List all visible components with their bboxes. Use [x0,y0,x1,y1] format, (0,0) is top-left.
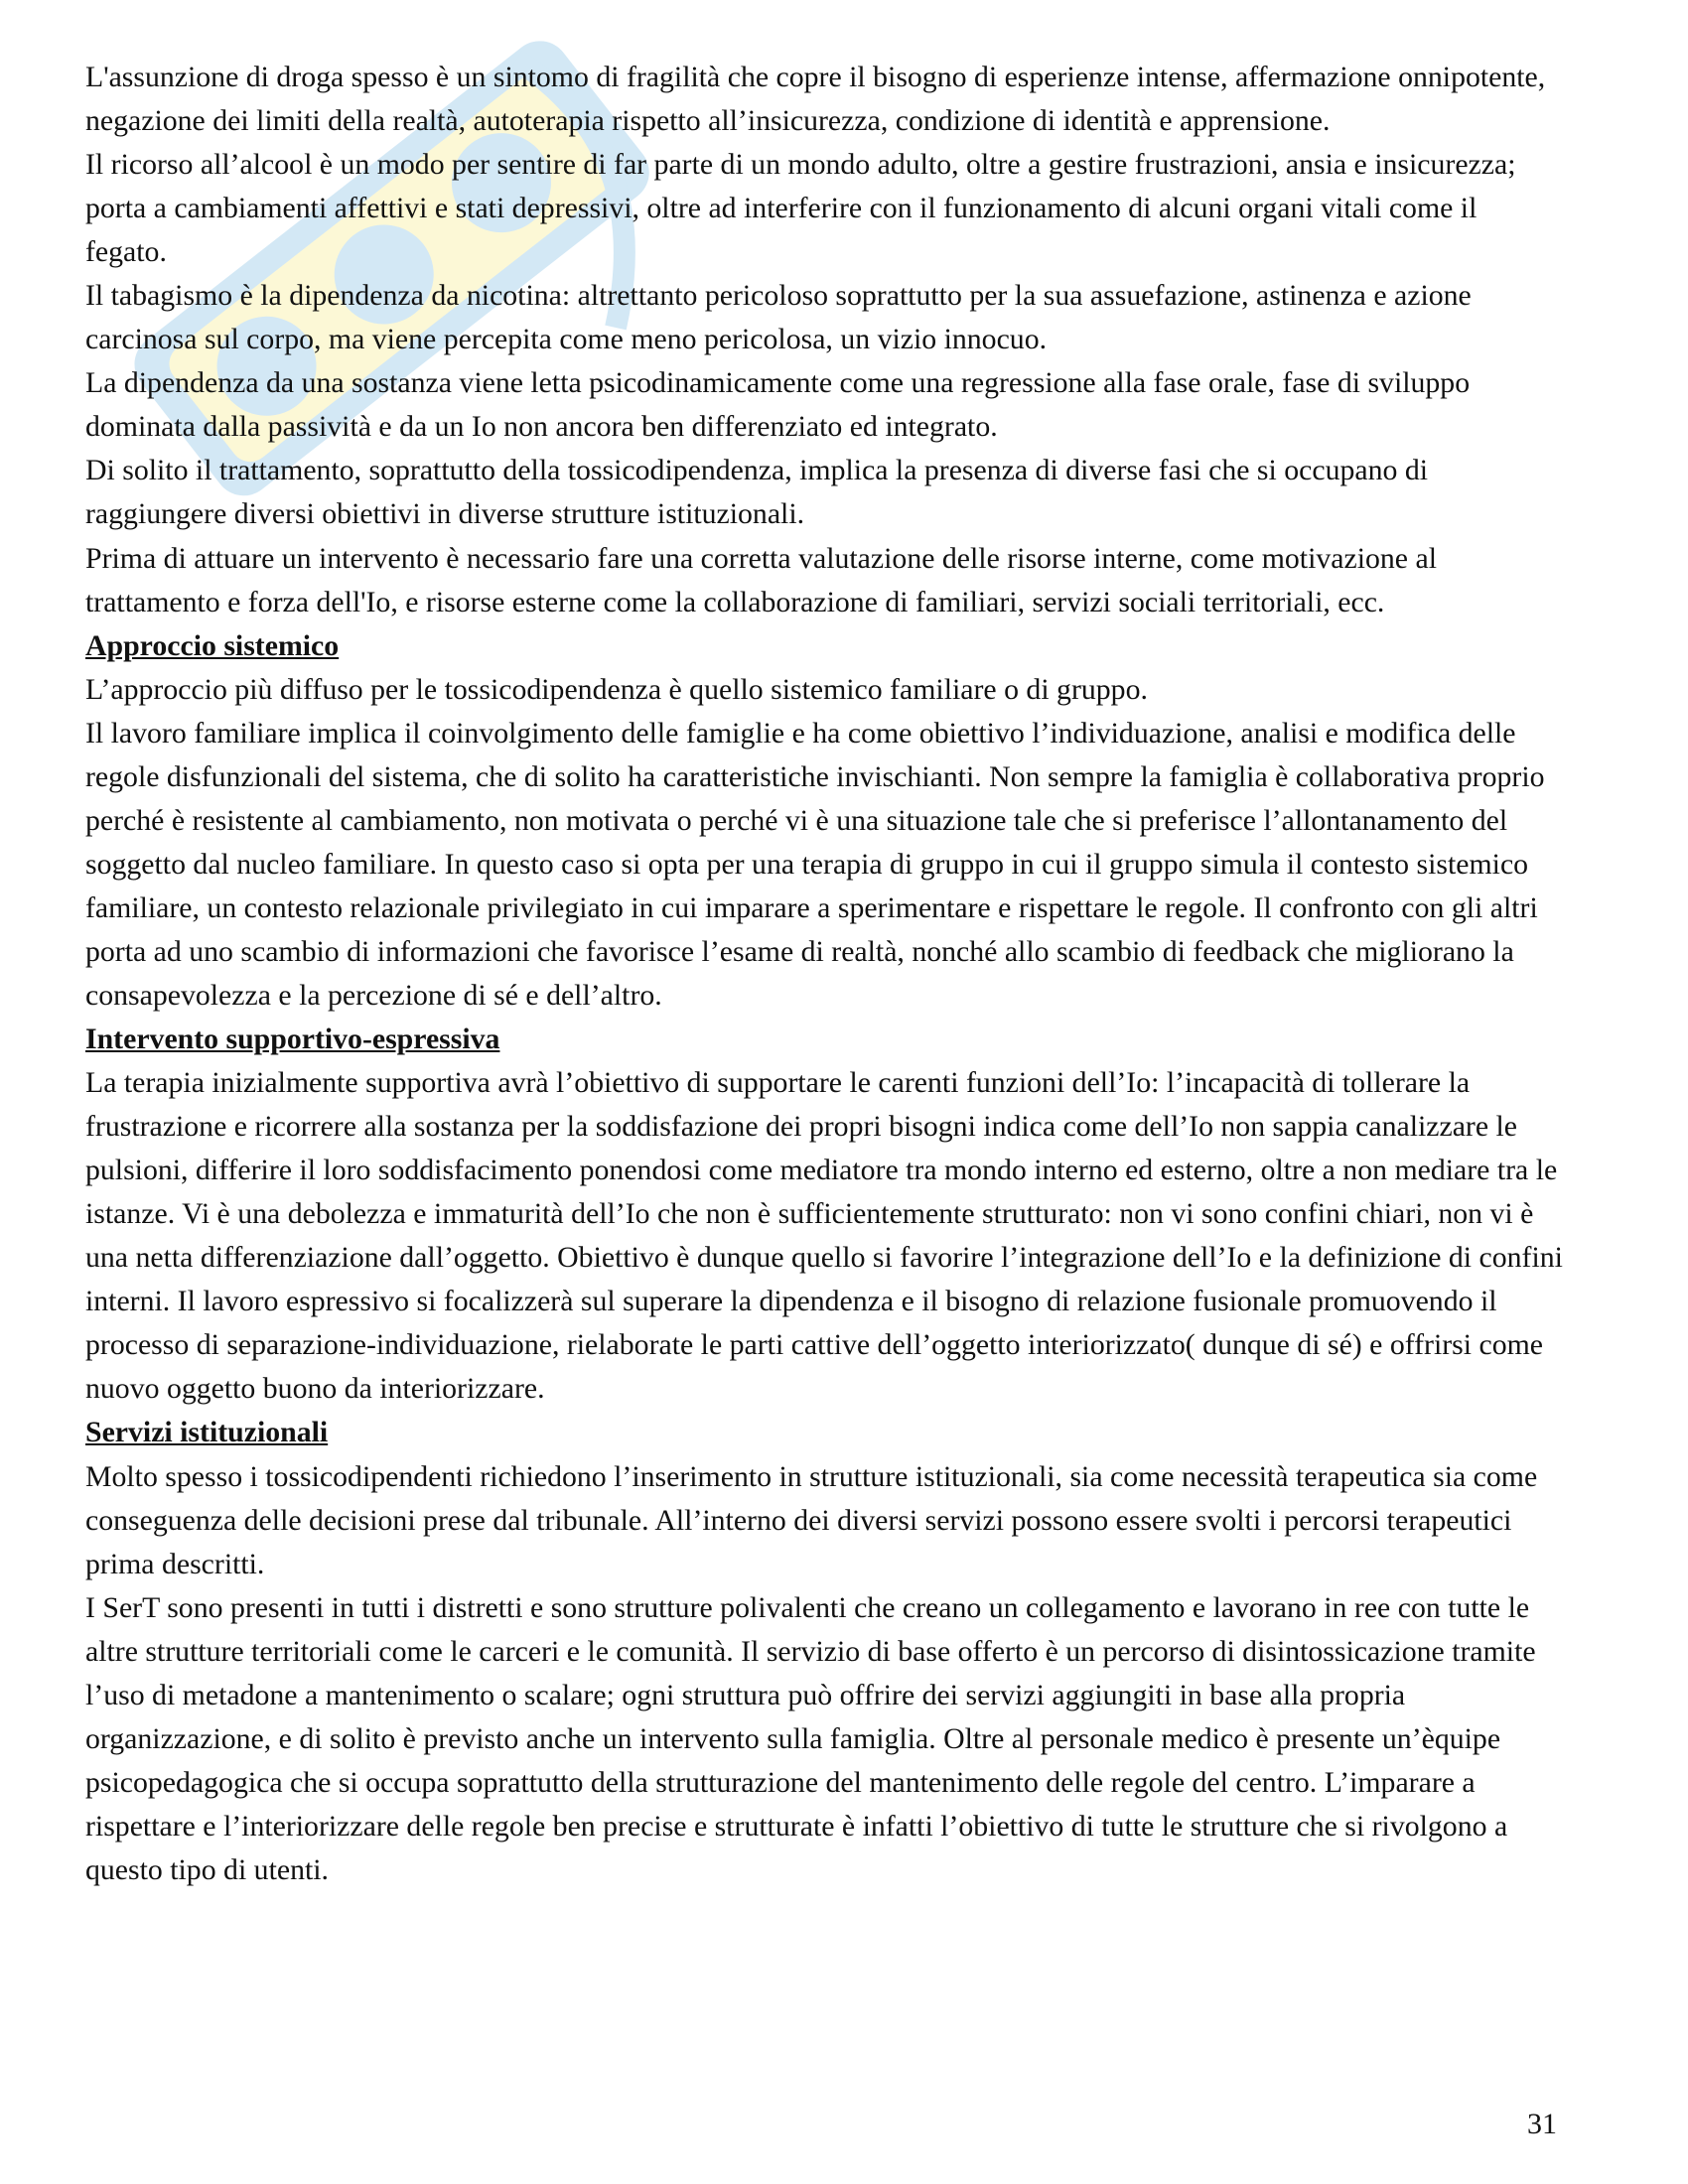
document-body [85,56,1565,1892]
paragraph: Prima di attuare un intervento è necessario fare una corretta valutazione delle risorse interne, come motivazione al trattamento e forza dell'Io, e risorse esterne come la collaborazione di familiari, servizi sociali territoriali, ecc. [85,541,1437,618]
paragraph: Il lavoro familiare implica il coinvolgimento delle famiglie e ha come obiettivo l’individuazione, analisi e modifica delle regole disfunzionali del sistema, che di solito ha caratteristiche invischianti. Non sempre la famiglia è collaborativa proprio perché è resistente al cambiamento, non motivata o perché vi è una situazione tale che si preferisce l’allontanamento del soggetto dal nucleo familiare. In questo caso si opta per una terapia di gruppo in cui il gruppo simula il contesto sistemico familiare, un contesto relazionale privilegiato in cui imparare a sperimentare e rispettare le regole. Il confronto con gli altri porta ad uno scambio di informazioni che favorisce l’esame di realtà, nonché allo scambio di feedback che migliorano la consapevolezza e la percezione di sé e dell’altro. [85,716,1545,1012]
paragraph: Il tabagismo è la dipendenza da nicotina: altrettanto pericoloso soprattutto per la sua assuefazione, astinenza e azione carcinosa sul corpo, ma viene percepita come meno pericolosa, un vizio innocuo. [85,279,1472,356]
paragraph: Il ricorso all’alcool è un modo per sentire di far parte di un mondo adulto, oltre a gestire frustrazioni, ansia e insicurezza; porta a cambiamenti affettivi e stati depressivi, oltre ad interferire con il funzionamento di alcuni organi vitali come il fegato. [85,148,1516,269]
paragraph: La dipendenza da una sostanza viene letta psicodinamicamente come una regressione alla fase orale, fase di sviluppo dominata dalla passività e da un Io non ancora ben differenziato ed integrato. [85,366,1471,444]
paragraph: Di solito il trattamento, soprattutto della tossicodipendenza, implica la presenza di diverse fasi che si occupano di raggiungere diversi obiettivi in diverse strutture istituzionali. [85,454,1429,531]
page-number: 31 [1527,2108,1557,2140]
section-heading-servizi-istituzionali: Servizi istituzionali [85,1416,329,1449]
paragraph: La terapia inizialmente supportiva avrà l’obiettivo di supportare le carenti funzioni dell’Io: l’incapacità di tollerare la frustrazione e ricorrere alla sostanza per la soddisfazione dei propri bisogni indica come dell’Io non sappia canalizzare le pulsioni, differire il loro soddisfacimento ponendosi come mediatore tra mondo interno ed esterno, oltre a non mediare tra le istanze. Vi è una debolezza e immaturità dell’Io che non è sufficientemente strutturato: non vi sono confini chiari, non vi è una netta differenziazione dall’oggetto. Obiettivo è dunque quello si favorire l’integrazione dell’Io e la definizione di confini interni. Il lavoro espressivo si focalizzerà sul superare la dipendenza e il bisogno di relazione fusionale promuovendo il processo di separazione-individuazione, rielaborate le parti cattive dell’oggetto interiorizzato( dunque di sé) e offrirsi come nuovo oggetto buono da interiorizzare. [85,1066,1563,1406]
paragraph: Molto spesso i tossicodipendenti richiedono l’inserimento in strutture istituzionali, sia come necessità terapeutica sia come conseguenza delle decisioni prese dal tribunale. All’interno dei diversi servizi possono essere svolti i percorsi terapeutici prima descritti. [85,1459,1538,1580]
paragraph: I SerT sono presenti in tutti i distretti e sono strutture polivalenti che creano un collegamento e lavorano in ree con tutte le altre strutture territoriali come le carceri e le comunità. Il servizio di base offerto è un percorso di disintossicazione tramite l’uso di metadone a mantenimento o scalare; ogni struttura può offrire dei servizi aggiungiti in base alla propria organizzazione, e di solito è previsto anche un intervento sulla famiglia. Oltre al personale medico è presente un’èquipe psicopedagogica che si occupa soprattutto della strutturazione del mantenimento delle regole del centro. L’imparare a rispettare e l’interiorizzare delle regole ben precise e strutturate è infatti l’obiettivo di tutte le strutture che si rivolgono a questo tipo di utenti. [85,1590,1536,1886]
paragraph: L'assunzione di droga spesso è un sintomo di fragilità che copre il bisogno di esperienze intense, affermazione onnipotente, negazione dei limiti della realtà, autoterapia rispetto all’insicurezza, condizione di identità e apprensione. [85,61,1546,138]
section-heading-approccio-sistemico: Approccio sistemico [85,628,340,662]
paragraph: L’approccio più diffuso per le tossicodipendenza è quello sistemico familiare o di gruppo. [85,672,1148,706]
section-heading-intervento-supportivo: Intervento supportivo-espressiva [85,1023,500,1056]
